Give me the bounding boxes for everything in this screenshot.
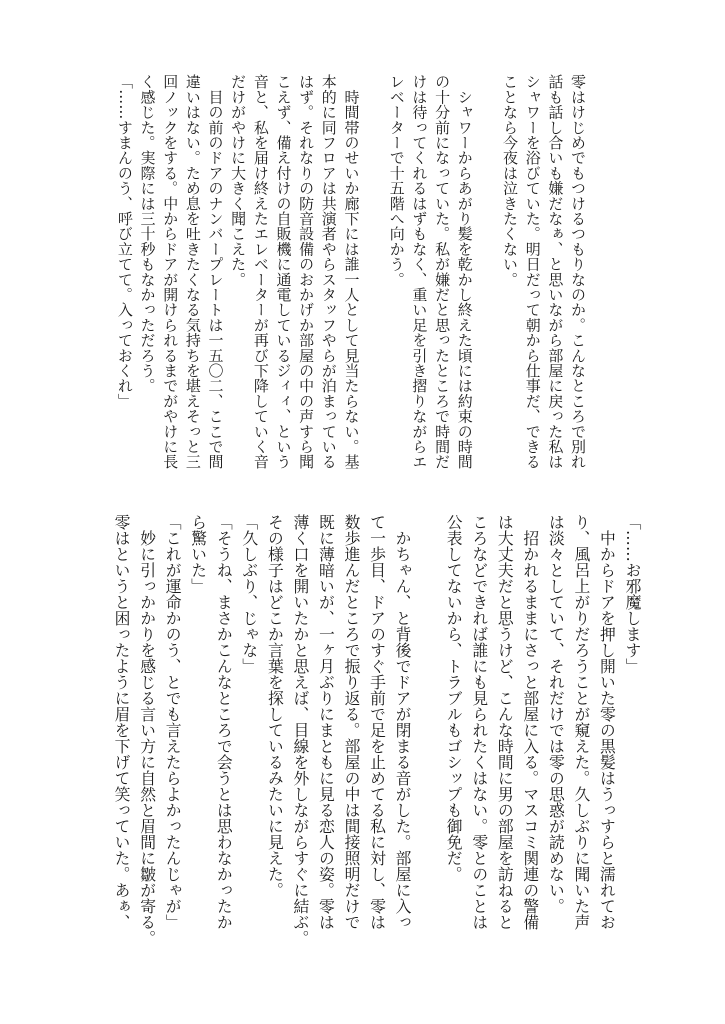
text-line: 本的に同フロアは共演者やらスタッフやらが泊まっている	[319, 74, 338, 470]
text-line: 公表してないから、トラブルもゴシップも御免だ。	[444, 514, 464, 882]
bottom-text-block	[109, 514, 645, 946]
text-line: 「久しぶり、じゃな」	[239, 514, 259, 674]
text-line: 「……お邪魔します」	[623, 514, 642, 674]
text-line: その様子はどこか言葉を探しているみたいに見えた。	[265, 514, 285, 898]
text-line: 時間帯のせいか廊下には誰一人として見当たらない。基	[342, 74, 361, 470]
blank-line	[362, 74, 385, 469]
text-line: 回ノックをする。中からドアが開けられるまでがやけに長	[161, 74, 180, 470]
text-line: レベーターで十五階へ向かう。	[387, 74, 406, 287]
text-line: 中からドアを押し開いた零の黒髪はうっすらと濡れてお	[597, 514, 617, 930]
text-line: 音と、私を届け終えたエレベーターが再び下降していく音	[251, 74, 270, 470]
text-line: ら驚いた」	[188, 514, 208, 594]
text-line: ことなら今夜は泣きたくない。	[501, 74, 520, 287]
text-line: 目の前のドアのナンバープレートは一五〇二、ここで間	[206, 74, 225, 470]
text-line: かちゃん、と背後でドアが閉まる音がした。部屋に入っ	[393, 514, 413, 930]
text-line: はず。それなりの防音設備のおかげか部屋の中の声すら聞	[297, 74, 316, 470]
text-line: シャワーを浴びていた。明日だって朝から仕事だ、できる	[523, 74, 542, 470]
text-line: だけがやけに大きく聞こえた。	[229, 74, 248, 287]
text-line: り、風呂上がりだろうことが窺えた。久しぶりに聞いた声	[571, 514, 591, 930]
text-line: は大丈夫だと思うけど、こんな時間に男の部屋を訪ねると	[495, 514, 515, 930]
text-line: ころなどできれば誰にも見られたくはない。零とのことは	[469, 514, 489, 930]
text-line: 「そうね、まさかこんなところで会うとは思わなかったか	[214, 514, 234, 930]
text-line: けは待ってくれるはずもなく、重い足を引き摺りながらエ	[410, 74, 429, 470]
text-line: て一歩目、ドアのすぐ手前で足を止めてる私に対し、零は	[367, 514, 387, 930]
text-line: 「……すまんのう、呼び立てて。入っておくれ」	[115, 74, 134, 409]
text-line: 妙に引っかかりを感じる言い方に自然と眉間に皺が寄る。	[137, 514, 157, 946]
text-line: 違いはない。ため息を吐きたくなる気持ちを堪えそっと三	[183, 74, 202, 470]
text-line: 薄く口を開いたかと思えば、目線を外しながらすぐに結ぶ。	[290, 514, 310, 946]
text-line: 零はというと困ったように眉を下げて笑っていた。あぁ、	[112, 514, 132, 930]
top-text-block	[113, 74, 589, 469]
text-line: 数歩進んだところで振り返る。部屋の中は間接照明だけで	[341, 514, 361, 930]
text-line: の十分前になっていた。私が嫌だと思ったところで時間だ	[433, 74, 452, 470]
text-line: 「これが運命かのう、とでも言えたらよかったんじゃが」	[163, 514, 183, 930]
text-line: こえず、備え付けの自販機に通電しているジィィ、という	[274, 74, 293, 470]
blank-line	[415, 514, 441, 946]
text-line: 零はけじめでもつけるつもりなのか。こんなところで別れ	[569, 74, 587, 470]
text-line: 既に薄暗いが、一ヶ月ぶりにまともに見る恋人の姿。零は	[316, 514, 336, 930]
text-line: シャワーからあがり髪を乾かし終えた頃には約束の時間	[455, 74, 474, 470]
text-line: 招かれるままにさっと部屋に入る。マスコミ関連の警備	[520, 514, 540, 930]
text-line: く感じた。実際には三十秒もなかっただろう。	[138, 74, 157, 394]
text-line: 話も話し合いも嫌だなぁ、と思いながら部屋に戻った私は	[546, 74, 565, 470]
text-line: は淡々としていて、それだけでは零の思惑が読めない。	[546, 514, 566, 914]
blank-line	[476, 74, 499, 469]
